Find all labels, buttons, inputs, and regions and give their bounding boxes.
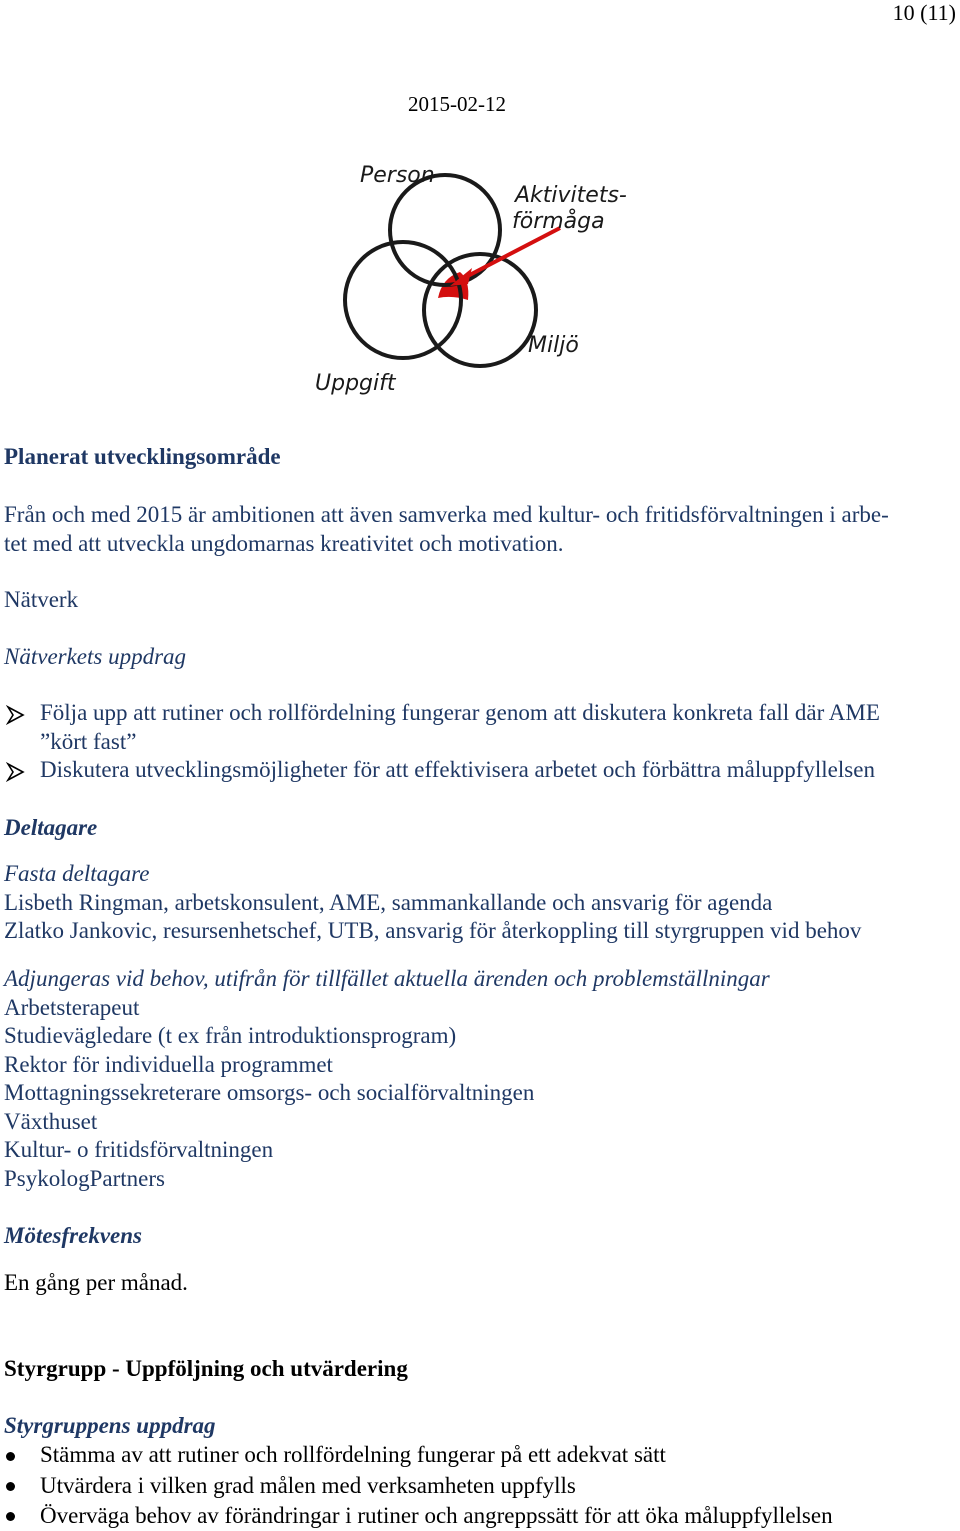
page-number: 10 (11)	[892, 0, 956, 25]
adjungeras-item: Studievägledare (t ex från introduktionsprogram)	[4, 1023, 457, 1048]
paragraph-line-1: Från och med 2015 är ambitionen att även samverka med kultur- och fritidsförvaltningen i arbe-	[4, 502, 889, 527]
activity-diagram	[310, 150, 670, 410]
label-aktivitet-1: Aktivitets-	[515, 183, 627, 208]
label-aktivitet-2: förmåga	[512, 209, 605, 234]
document-date: 2015-02-12	[408, 92, 506, 116]
fasta-deltagare-item: Lisbeth Ringman, arbetskonsulent, AME, sammankallande och ansvarig för agenda	[4, 890, 773, 915]
label-uppgift: Uppgift	[315, 371, 396, 396]
bullet-icon	[6, 1512, 15, 1521]
heading-planerat: Planerat utvecklingsområde	[4, 444, 281, 469]
heading-styrgrupp: Styrgrupp - Uppföljning och utvärdering	[4, 1356, 408, 1381]
bullet-icon	[6, 1482, 15, 1491]
heading-natverk: Nätverk	[4, 587, 79, 612]
natverk-bullet-1-line-1: Följa upp att rutiner och rollfördelning fungerar genom att diskutera konkreta fall där AME	[40, 700, 880, 725]
adjungeras-item: Rektor för individuella programmet	[4, 1052, 333, 1077]
subheading-fasta-deltagare: Fasta deltagare	[4, 861, 150, 886]
natverk-bullet-1-line-2: ”kört fast”	[40, 729, 137, 754]
label-miljo: Miljö	[528, 333, 579, 358]
arrow-bullet-icon	[6, 762, 26, 782]
bullet-icon	[6, 1452, 15, 1461]
subheading-natverkets-uppdrag: Nätverkets uppdrag	[4, 644, 187, 669]
natverk-bullet-2: Diskutera utvecklingsmöjligheter för att effektivisera arbetet och förbättra måluppfyllelsen	[40, 757, 875, 782]
arrow-bullet-icon	[6, 705, 26, 725]
motesfrekvens-text: En gång per månad.	[4, 1270, 188, 1295]
adjungeras-item: Växthuset	[4, 1109, 98, 1134]
heading-motesfrekvens: Mötesfrekvens	[4, 1223, 142, 1248]
styrgrupp-bullet: Stämma av att rutiner och rollfördelning fungerar på ett adekvat sätt	[40, 1442, 666, 1467]
label-person: Person	[360, 163, 435, 188]
subheading-adjungeras: Adjungeras vid behov, utifrån för tillfället aktuella ärenden och problemställningar	[4, 966, 770, 991]
fasta-deltagare-item: Zlatko Jankovic, resursenhetschef, UTB, ansvarig för återkoppling till styrgruppen vid behov	[4, 918, 862, 943]
adjungeras-item: Mottagningssekreterare omsorgs- och socialförvaltningen	[4, 1080, 535, 1105]
adjungeras-item: Kultur- o fritidsförvaltningen	[4, 1137, 274, 1162]
styrgrupp-bullet: Utvärdera i vilken grad målen med verksamheten uppfylls	[40, 1473, 576, 1498]
adjungeras-item: Arbetsterapeut	[4, 995, 140, 1020]
heading-deltagare: Deltagare	[4, 815, 98, 840]
styrgrupp-bullet: Överväga behov av förändringar i rutiner och angreppssätt för att öka måluppfyllelsen	[40, 1503, 833, 1528]
paragraph-line-2: tet med att utveckla ungdomarnas kreativitet och motivation.	[4, 531, 564, 556]
uppgift-circle	[345, 242, 461, 358]
adjungeras-item: PsykologPartners	[4, 1166, 165, 1191]
subheading-styrgruppens-uppdrag: Styrgruppens uppdrag	[4, 1413, 216, 1438]
